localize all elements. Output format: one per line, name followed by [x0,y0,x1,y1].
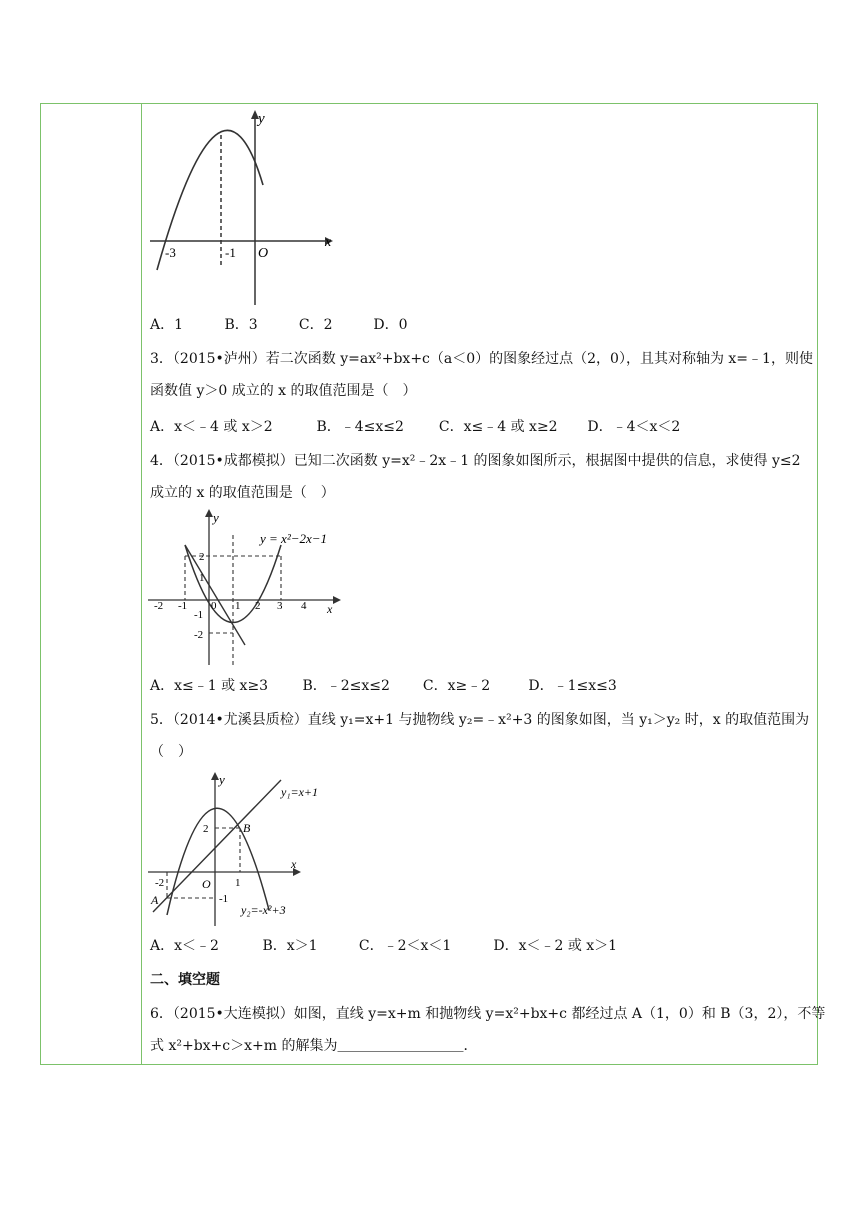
q2-tick-minus1: -1 [225,245,236,260]
section-title-fill-in: 二、填空题 [150,972,220,988]
q5-ytick-minus1: -1 [219,893,229,905]
q2-choice-d[interactable]: D．0 [373,317,408,333]
q5-xtick-minus2: -2 [155,877,165,889]
q2-x-label: x [325,235,332,250]
q5-line-parabola-graph [145,768,345,930]
q2-parabola-graph [145,105,340,310]
q4-choices [150,676,617,696]
q3-stem-line1: 3．（2015•泸州）若二次函数 y=ax²+bx+c（a＜0）的图象经过点（2，0），且其对称轴为 x=﹣1，则使 [150,351,813,367]
q4-choice-a[interactable]: A．x≤﹣1 或 x≥3 [150,678,269,694]
q3-choices [150,417,680,437]
q5-choices [150,936,617,956]
q5-choice-c[interactable]: C．﹣2＜x＜1 [358,938,452,954]
q4-stem-line1: 4．（2015•成都模拟）已知二次函数 y=x²﹣2x﹣1 的图象如图所示，根据图中提供的信息，求使得 y≤2 [150,453,801,469]
q4-ytick-minus2: -2 [194,629,204,641]
q4-choice-d[interactable]: D．﹣1≤x≤3 [528,678,617,694]
q5-stem-line2: （ ） [150,744,192,760]
table-column-divider [141,103,142,1065]
q3-choice-d[interactable]: D．﹣4＜x＜2 [587,419,681,435]
q2-y-label: y [258,111,265,127]
q4-ytick-1: 1 [199,572,205,584]
q4-xtick-2: 2 [255,600,261,612]
q6-stem-line1: 6．（2015•大连模拟）如图，直线 y=x+m 和抛物线 y=x²+bx+c 都经过点 A（1，0）和 B（3，2），不等 [150,1006,826,1022]
q4-xtick-1: 1 [235,600,241,612]
q5-line-label: y₁=x+1 [281,785,319,799]
q3-choice-b[interactable]: B．﹣4≤x≤2 [316,419,404,435]
q4-xtick-minus1: -1 [178,600,188,612]
q3-stem-line2: 函数值 y＞0 成立的 x 的取值范围是（ ） [150,383,417,399]
q5-ytick-2: 2 [203,823,209,835]
q5-y-label: y [219,772,225,787]
q4-choice-b[interactable]: B．﹣2≤x≤2 [302,678,390,694]
q5-choice-d[interactable]: D．x＜﹣2 或 x＞1 [493,938,618,954]
q5-origin-label: O [202,877,211,891]
q2-choice-a[interactable]: A．1 [150,317,184,333]
q2-choices [150,315,408,335]
q4-ytick-minus1: -1 [194,609,204,621]
q5-point-a-label: A [151,893,159,907]
q2-origin-label: O [258,246,269,261]
q3-choice-c[interactable]: C．x≤﹣4 或 x≥2 [438,419,558,435]
q5-straight-line [153,780,281,912]
q4-ytick-2: 2 [199,551,205,563]
q4-y-label: y [213,510,219,525]
q5-choice-a[interactable]: A．x＜﹣2 [150,938,219,954]
q4-stem-line2: 成立的 x 的取值范围是（ ） [150,485,335,501]
q4-xtick-3: 3 [277,600,283,612]
q4-xtick-4: 4 [301,600,307,612]
q5-xtick-1: 1 [235,877,241,889]
q4-xtick-minus2: -2 [154,600,164,612]
q4-choice-c[interactable]: C．x≥﹣2 [422,678,491,694]
q5-parabola-label: y₂=-x²+3 [241,903,286,917]
q5-choice-b[interactable]: B．x＞1 [262,938,318,954]
q2-tick-minus3: -3 [165,245,176,260]
q3-choice-a[interactable]: A．x＜﹣4 或 x＞2 [150,419,273,435]
q4-parabola-graph [145,505,345,670]
q6-stem-line2: 式 x²+bx+c＞x+m 的解集为＿＿＿＿＿＿＿＿＿． [150,1038,478,1054]
q2-choice-b[interactable]: B．3 [224,317,258,333]
q5-x-label: x [291,857,297,871]
q5-point-b-label: B [243,821,251,835]
q2-choice-c[interactable]: C．2 [298,317,333,333]
q4-curve-label: y = x²−2x−1 [260,531,328,546]
q5-parabola-curve [167,808,269,915]
q4-xtick-0: 0 [211,600,217,612]
q4-x-label: x [327,602,333,616]
q5-stem-line1: 5．（2014•尤溪县质检）直线 y₁=x+1 与抛物线 y₂=﹣x²+3 的图象如图，当 y₁＞y₂ 时，x 的取值范围为 [150,712,810,728]
